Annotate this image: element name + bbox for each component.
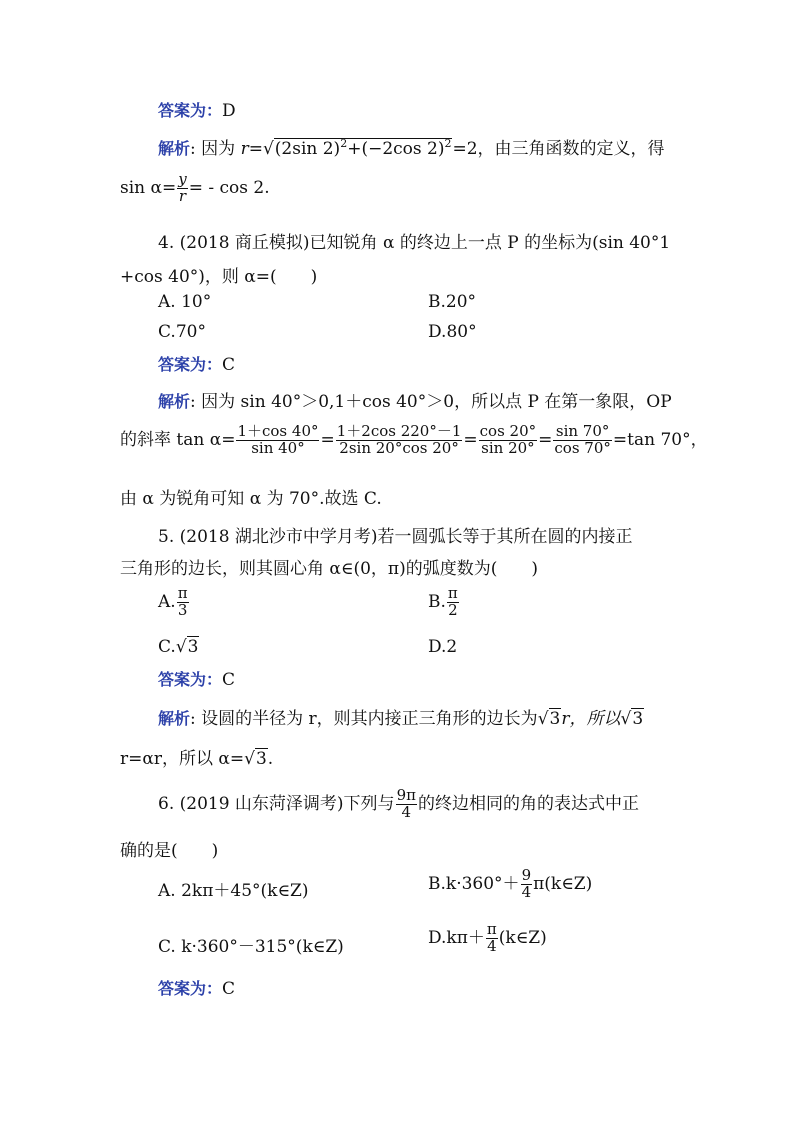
q6-option-b: B.k·360°＋ $\frac{9}{4}$ π(k∈Z) — [428, 866, 593, 901]
radicand-b: +(−2cos 2) — [347, 139, 445, 159]
q4-option-d: D.80° — [428, 322, 477, 342]
q4-stem-line1: 4. (2018 商丘模拟)已知锐角 α 的终边上一点 P 的坐标为(sin 40°1 — [158, 233, 671, 253]
q6-option-d: D.kπ＋ $\frac{\pi}{4}$ (k∈Z) — [428, 920, 547, 955]
q5-option-d: D.2 — [428, 637, 458, 657]
analysis-text: : 因为 — [190, 139, 236, 159]
q3-answer — [158, 98, 236, 121]
q6-answer — [158, 976, 235, 999]
q4-option-c: C.70° — [158, 322, 206, 342]
answer-label: 答案为： — [158, 670, 223, 689]
q4-analysis-line1 — [158, 387, 672, 412]
math-tail: = - cos 2. — [188, 177, 270, 198]
analysis-label: 解析 — [158, 392, 191, 411]
q5-analysis-line2: r=αr，所以 α=√3. — [120, 749, 274, 769]
q5-stem-line2: 三角形的边长，则其圆心角 α∈(0，π)的弧度数为( ) — [120, 559, 538, 579]
analysis-label: 解析 — [158, 139, 191, 158]
q5-stem-line1: 5. (2018 湖北沙市中学月考)若一圆弧长等于其所在圆的内接正 — [158, 527, 633, 547]
analysis-label: 解析 — [158, 709, 191, 728]
q3-analysis-line2 — [120, 172, 270, 205]
answer-value: C — [222, 355, 236, 375]
fraction: $\frac{y}{r}$ — [178, 170, 187, 205]
q6-option-a: A. 2kπ＋45°(k∈Z) — [158, 881, 309, 901]
math-r: r= — [240, 139, 263, 159]
analysis-text: ，由三角函数的定义，得 — [477, 139, 665, 159]
fraction: $\frac{\pi}{4}$ — [486, 920, 497, 955]
math-sin: sin α= — [120, 177, 177, 198]
q4-option-a: A. 10° — [158, 292, 212, 312]
answer-label: 答案为： — [158, 101, 223, 120]
q4-analysis-line2: 的斜率 tan α= $\frac{1+\cos 40^\circ}{\sin 40^\circ}$ = $\frac{1+2\cos 220^\circ-1}{2\sin 20^\circ\cos 20^\circ}$ = $\frac{\cos 20^\circ}{\sin 20^\circ}$ = $\frac{\sin 70^\circ}{\cos 70^\circ}$ =tan 70°， — [120, 422, 708, 457]
q4-option-b: B.20° — [428, 292, 477, 312]
analysis-text: : 因为 sin 40°＞0,1＋cos 40°＞0，所以点 P 在第一象限，OP — [190, 392, 672, 412]
fraction-4: $\frac{\sin 70^\circ}{\cos 70^\circ}$ — [554, 422, 611, 457]
q3-analysis-line1 — [158, 134, 665, 159]
answer-label: 答案为： — [158, 355, 223, 374]
math-eq: =2 — [452, 139, 478, 159]
fraction: $\frac{\pi}{3}$ — [177, 584, 188, 619]
fraction-1: $\frac{1+\cos 40^\circ}{\sin 40^\circ}$ — [237, 422, 319, 457]
q6-stem-line2: 确的是( ) — [120, 841, 219, 861]
q5-analysis-line1: 解析: 设圆的半径为 r，则其内接正三角形的边长为√3r，所以√3 — [158, 709, 644, 729]
q6-stem-line1: 6. (2019 山东菏泽调考)下列与 $\frac{9\pi}{4}$ 的终边相同的角的表达式中正 — [158, 786, 639, 821]
q5-option-b: B. $\frac{\pi}{2}$ — [428, 584, 458, 619]
q5-option-a: A. $\frac{\pi}{3}$ — [158, 584, 188, 619]
exponent: 2 — [340, 137, 348, 150]
answer-value: C — [222, 979, 236, 999]
math-text: 的斜率 tan α= — [120, 429, 236, 450]
fraction-3: $\frac{\cos 20^\circ}{\sin 20^\circ}$ — [479, 422, 537, 457]
sqrt-expression: √(2sin 2)$^2$+(−2cos 2)$^2$ — [262, 137, 452, 159]
q4-answer — [158, 352, 235, 375]
q6-option-c: C. k·360°－315°(k∈Z) — [158, 937, 344, 957]
q4-conclusion: 由 α 为锐角可知 α 为 70°.故选 C. — [120, 489, 382, 509]
math-text: =tan 70°， — [612, 429, 708, 450]
fraction: $\frac{9}{4}$ — [521, 866, 532, 901]
q4-stem-line2: +cos 40°)，则 α=( ) — [120, 267, 318, 287]
q5-option-c: C.√3 — [158, 637, 199, 657]
answer-value: D — [222, 101, 236, 121]
q5-answer — [158, 667, 235, 690]
fraction: $\frac{9\pi}{4}$ — [396, 786, 416, 821]
fraction: $\frac{\pi}{2}$ — [447, 584, 458, 619]
exponent: 2 — [444, 137, 452, 150]
fraction-2: $\frac{1+2\cos 220^\circ-1}{2\sin 20^\circ\cos 20^\circ}$ — [336, 422, 462, 457]
radicand-a: (2sin 2) — [274, 139, 341, 159]
answer-value: C — [222, 670, 236, 690]
answer-label: 答案为： — [158, 979, 223, 998]
